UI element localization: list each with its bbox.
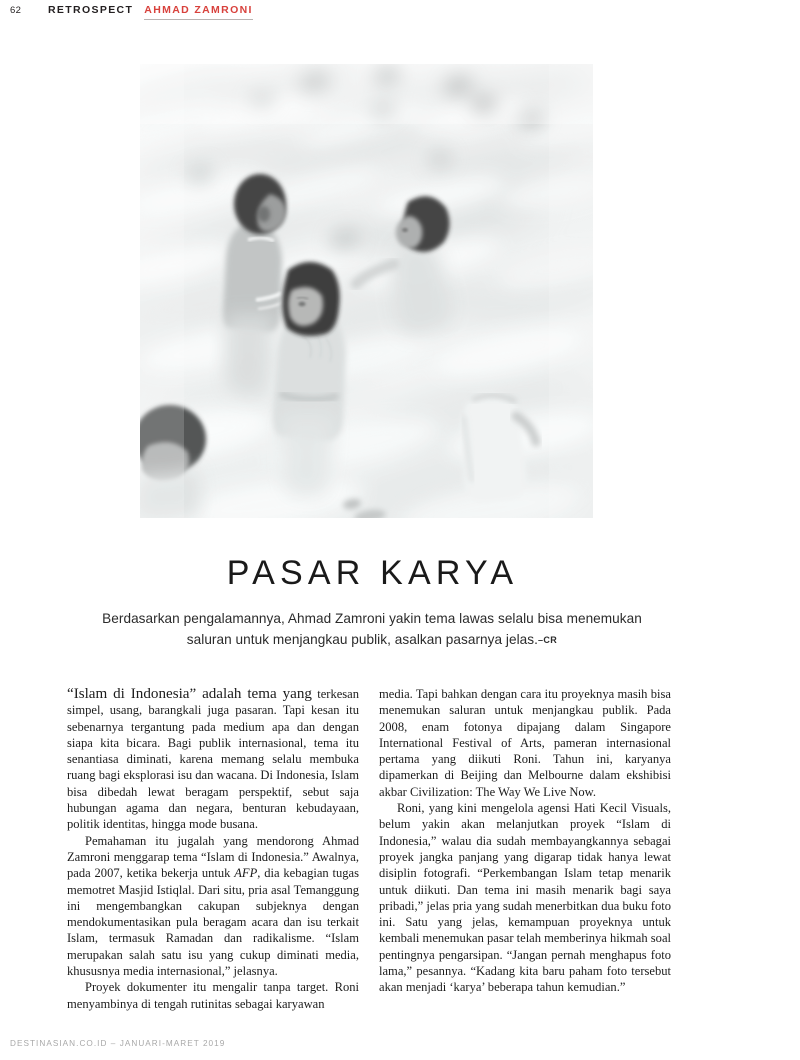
paragraph: [67, 686, 359, 833]
deck-text: Berdasarkan pengalamannya, Ahmad Zamroni yakin tema lawas selalu bisa menemukan saluran untuk menjangkau publik, asalkan pasarnya jelas.: [102, 611, 642, 647]
photograph-illustration: [140, 64, 593, 518]
article-headline: PASAR KARYA: [226, 554, 519, 592]
paragraph-text-post: , dia kebagian tugas memotret Masjid Istiqlal. Dari situ, pria asal Temanggung ini mengembangkan cakupan subjeknya dengan mendokumentasikan pula beragam acara dan isu terkait Islam, termasuk Ramadan dan radikalisme. “Islam merupakan salah satu isu yang cukup diminati media, khususnya media internasional,” jelasnya.: [67, 866, 359, 979]
paragraph: Proyek dokumenter itu mengalir tanpa target. Roni menyambinya di tengah rutinitas sebagai karyawan: [67, 980, 359, 1011]
body-columns: [67, 686, 671, 1012]
running-head: [10, 4, 710, 24]
article-deck: [82, 608, 662, 651]
paragraph: media. Tapi bahkan dengan cara itu proyeknya masih bisa menemukan saluran untuk menjangkau publik. Pada 2008, enam fotonya dipajang dalam Singapore International Festival of Arts, pameran internasional pertama yang diikuti Roni. Tahun ini, karyanya dipamerkan di Beijing dan Melbourne dalam ekshibisi akbar Civilization: The Way We Live Now.: [379, 687, 671, 799]
paragraph: [67, 833, 359, 980]
paragraph: Roni, yang kini mengelola agensi Hati Kecil Visuals, belum yakin akan melanjutkan proyek “Islam di Indonesia,” walau dia sudah membayangkannya sebagai proyek jangka panjang yang digarap tidak hanya lewat disiplin fotografi. “Perkembangan Islam tetap menarik untuk diikuti. Dan tema ini masih menarik bagi saya pribadi,” jelas pria yang sudah menerbitkan dua buku foto ini. Satu yang jelas, kemampuan proyeknya untuk kembali menemukan pasar telah memberinya hikmah soal pentingnya pengarsipan. “Jangan pernah menghapus foto lama,” pesannya. “Kadang kita baru paham foto tersebut akan menjadi ‘karya’ beberapa tahun kemudian.”: [379, 801, 671, 995]
running-head-photographer: AHMAD ZAMRONI: [144, 4, 253, 19]
body-column-one: [67, 686, 359, 1012]
paragraph-text: terkesan simpel, usang, barangkali juga pasaran. Tapi kesan itu sebenarnya tergantung pada medium apa dan dengan siapa kita bicara. Bagi publik internasional, tema itu senantiasa diminati, karena memang selalu membuka ruang bagi eksplorasi isu dan wacana. Di Indonesia, Islam bisa dibedah lewat beragam perspektif, sebut saja hubungan agama dan negara, benturan kebudayaan, politik identitas, hingga mode busana.: [67, 687, 360, 832]
body-column-two: [379, 686, 671, 1012]
paragraph-text-pre: Pemahaman itu jugalah yang mendorong Ahmad Zamroni menggarap tema “Islam di Indonesia.” Awalnya, pada 2007, ketika bekerja untuk: [67, 833, 359, 881]
lead-in-text: “Islam di Indonesia” adalah tema yang: [67, 686, 312, 702]
running-head-section: RETROSPECT: [48, 4, 134, 16]
feature-photograph: [140, 64, 593, 518]
footer-publication-line: DESTINASIAN.CO.ID – JANUARI-MARET 2019: [10, 1039, 226, 1048]
agency-name-italic: AFP: [234, 866, 258, 881]
folio-page-number: 62: [10, 5, 22, 16]
deck-credit: –CR: [537, 635, 558, 645]
